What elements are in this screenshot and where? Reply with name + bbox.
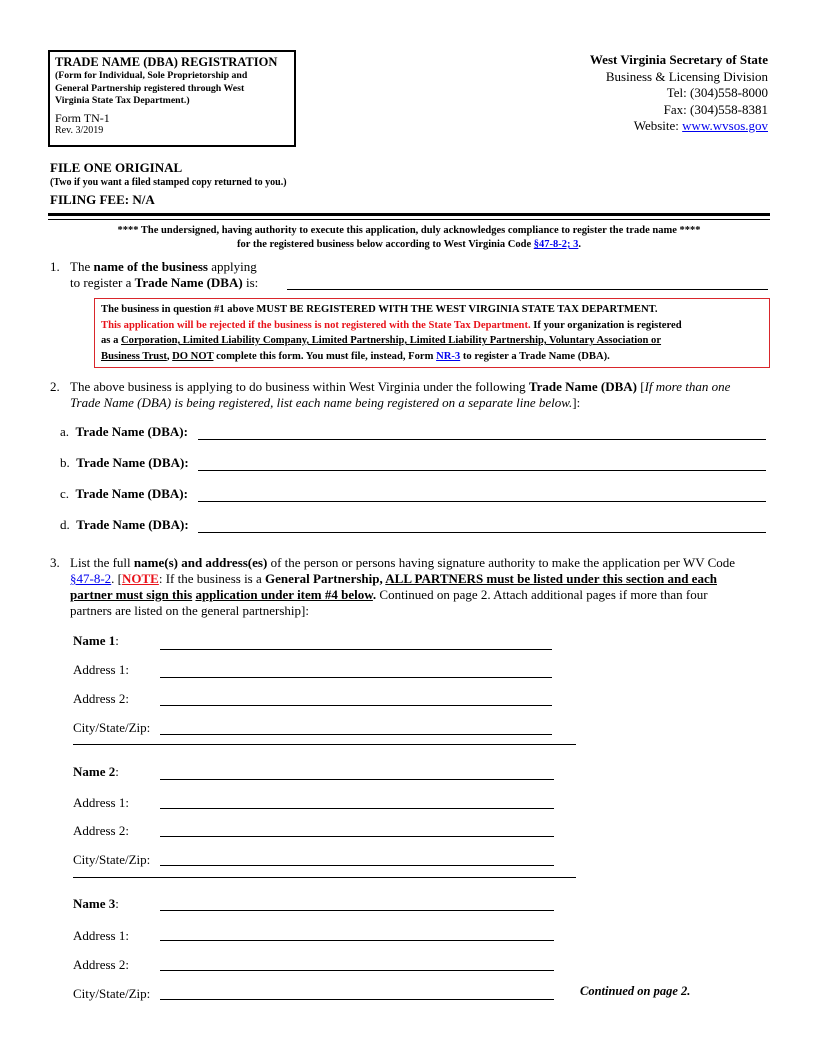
- warning-rejection-text: This application will be rejected if the business is not registered with the State Tax Department.: [101, 319, 531, 331]
- address-2-1-label: Address 1:: [73, 795, 129, 810]
- acknowledgement-notice: [48, 224, 770, 252]
- colon: :: [115, 764, 119, 779]
- item1-t2: to register a: [70, 275, 135, 290]
- name-3-label: [73, 896, 119, 912]
- item2-t1-open: [: [637, 379, 645, 394]
- city-1-field[interactable]: [160, 733, 552, 735]
- item3-t3-bu2: application under item #4 below: [195, 587, 373, 602]
- warning-line-2: [101, 318, 763, 334]
- item3-t2-bold-underline: ALL PARTNERS must be listed under this section and each: [385, 571, 717, 586]
- dba-label: Trade Name (DBA):: [75, 424, 188, 439]
- name-2-text: Name 2: [73, 764, 116, 779]
- item3-line2: [70, 571, 770, 588]
- code-link-47-8-2-3[interactable]: §47-8-2; 3: [533, 239, 579, 250]
- city-2-label: City/State/Zip:: [73, 852, 151, 867]
- form-title: TRADE NAME (DBA) REGISTRATION: [55, 55, 278, 69]
- item3-number: 3.: [50, 555, 60, 570]
- item3-t3-period: .: [372, 587, 377, 602]
- dba-letter: a.: [60, 424, 70, 439]
- form-revision: Rev. 3/2019: [55, 124, 104, 136]
- office-fax: Fax: (304)558-8381: [663, 101, 768, 117]
- item3-t1-bold: name(s) and address(es): [133, 555, 268, 570]
- item1-t1-bold: name of the business: [93, 259, 208, 274]
- address-2-1-field[interactable]: [160, 807, 554, 809]
- filing-info: [50, 160, 287, 207]
- warning-l4-comma: ,: [166, 350, 173, 362]
- item3-line1: [70, 555, 770, 572]
- item2-t1-italic: If more than one: [644, 379, 731, 394]
- address-3-1-label: Address 1:: [73, 928, 129, 943]
- warning-l3-entities-2: Limited Liability Partnership, Voluntary Association or: [409, 335, 662, 346]
- item1-line1: [70, 259, 257, 276]
- warning-l4-text: complete this form. You must file, instead, Form: [213, 350, 437, 362]
- code-link-47-8-2[interactable]: §47-8-2: [70, 571, 112, 586]
- address-3-2-label: Address 2:: [73, 957, 129, 972]
- copy-note: (Two if you want a filed stamped copy returned to you.): [50, 177, 287, 188]
- form-subtitle-1: (Form for Individual, Sole Proprietorship and: [55, 70, 248, 81]
- warning-l3-pre: as a: [101, 335, 122, 346]
- warning-line-4: [101, 349, 763, 365]
- name-3-field[interactable]: [160, 909, 554, 911]
- item3-line3: [70, 587, 770, 604]
- office-info: [590, 52, 768, 135]
- dba-field-c[interactable]: [198, 500, 766, 502]
- office-website: [590, 118, 768, 135]
- item2-t2-italic: Trade Name (DBA) is being registered, list each name being registered on a separate line below.: [70, 395, 573, 410]
- website-label: Website:: [633, 118, 683, 133]
- dba-row-c: [60, 486, 188, 503]
- business-name-field[interactable]: [287, 288, 768, 290]
- filing-fee: FILING FEE: N/A: [50, 192, 155, 207]
- dba-label: Trade Name (DBA):: [76, 517, 189, 532]
- item3-t1: List the full: [70, 555, 134, 570]
- warning-l4-do-not: DO NOT: [172, 350, 214, 362]
- divider-thick: [48, 213, 770, 216]
- office-name: West Virginia Secretary of State: [589, 52, 768, 67]
- item1-t2-end: is:: [242, 275, 259, 290]
- name-1-text: Name 1: [73, 633, 116, 648]
- item3-t3-bu1: partner must sign this: [70, 587, 193, 602]
- form-subtitle-2: General Partnership registered through West: [55, 82, 245, 94]
- dba-row-b: [60, 455, 189, 472]
- website-link[interactable]: www.wvsos.gov: [682, 118, 768, 133]
- dba-field-a[interactable]: [198, 438, 766, 440]
- address-1-1-field[interactable]: [160, 676, 552, 678]
- item3-t2-bold: General Partnership,: [265, 571, 386, 586]
- warning-l3-entities-1: Corporation, Limited Liability Company, Limited Partnership,: [121, 335, 410, 346]
- form-number: Form TN-1: [55, 110, 110, 125]
- item2-t2-end: ]:: [572, 395, 581, 410]
- item3-t2-b: : If the business is a: [158, 571, 266, 586]
- address-1-2-label: Address 2:: [73, 691, 129, 706]
- warning-line-1: The business in question #1 above MUST BE REGISTERED WITH THE WEST VIRGINIA STATE TAX DEPARTMENT.: [101, 304, 658, 315]
- warning-l4-business-trust: Business Trust: [101, 350, 167, 362]
- name-2-field[interactable]: [160, 778, 554, 780]
- item2-line1: [70, 379, 770, 396]
- dba-row-d: [60, 517, 189, 534]
- person-1-separator: [73, 743, 576, 745]
- dba-label: Trade Name (DBA):: [76, 455, 189, 470]
- dba-letter: b.: [60, 455, 70, 470]
- city-1-label: City/State/Zip:: [73, 720, 151, 735]
- address-2-2-field[interactable]: [160, 835, 554, 837]
- warning-line-2-rest: If your organization is registered: [530, 319, 682, 331]
- name-3-text: Name 3: [73, 896, 116, 911]
- item2-t1: The above business is applying to do business within West Virginia under the following: [70, 379, 529, 394]
- divider-thin: [48, 219, 770, 220]
- dba-field-d[interactable]: [198, 531, 766, 533]
- item2-number: 2.: [50, 379, 60, 394]
- item1-t2-bold: Trade Name (DBA): [134, 275, 243, 290]
- item1-line2: [70, 275, 258, 292]
- notice-line-1: **** The undersigned, having authority to execute this application, duly acknowledges compliance to register the trade name ****: [117, 225, 701, 236]
- form-title-box: [48, 50, 296, 147]
- office-tel: Tel: (304)558-8000: [666, 85, 768, 100]
- continued-note: Continued on page 2.: [580, 984, 691, 998]
- item1-t1-end: applying: [207, 259, 257, 274]
- tax-registration-warning: [94, 298, 770, 368]
- address-1-1-label: Address 1:: [73, 662, 129, 677]
- item3-t3-end: Continued on page 2. Attach additional pages if more than four: [376, 587, 708, 602]
- city-3-label: City/State/Zip:: [73, 986, 151, 1001]
- item2-line2: [70, 395, 580, 412]
- address-2-2-label: Address 2:: [73, 823, 129, 838]
- item3-line4: partners are listed on the general partnership]:: [70, 603, 309, 618]
- item3-t1-end: of the person or persons having signature authority to make the application per WV Code: [267, 555, 736, 570]
- form-subtitle-3: Virginia State Tax Department.): [55, 95, 190, 106]
- person-2-separator: [73, 876, 576, 878]
- dba-field-b[interactable]: [198, 469, 766, 471]
- name-2-label: [73, 764, 119, 780]
- office-division: Business & Licensing Division: [605, 68, 768, 84]
- note-label: NOTE: [122, 571, 159, 586]
- file-one-original: FILE ONE ORIGINAL: [50, 160, 183, 175]
- city-3-field[interactable]: [160, 998, 554, 1000]
- notice-line-2-end: .: [578, 239, 581, 250]
- item2-t1-bold: Trade Name (DBA): [528, 379, 637, 394]
- name-1-label: [73, 633, 119, 649]
- dba-label: Trade Name (DBA):: [75, 486, 188, 501]
- dba-letter: c.: [60, 486, 70, 501]
- address-1-2-field[interactable]: [160, 704, 552, 706]
- dba-row-a: [60, 424, 188, 441]
- warning-line-3: [101, 333, 763, 349]
- item3-t2-a: . [: [111, 571, 123, 586]
- notice-line-2: [48, 238, 770, 252]
- item1-t1: The: [70, 259, 94, 274]
- address-3-2-field[interactable]: [160, 969, 554, 971]
- item1-number: 1.: [50, 259, 60, 274]
- colon: :: [115, 633, 119, 648]
- nr3-form-link[interactable]: NR-3: [436, 350, 461, 362]
- name-1-field[interactable]: [160, 648, 552, 650]
- notice-line-2-text: for the registered business below according to West Virginia Code: [237, 239, 534, 250]
- warning-l4-end: to register a Trade Name (DBA).: [460, 350, 610, 362]
- dba-letter: d.: [60, 517, 70, 532]
- colon: :: [115, 896, 119, 911]
- city-2-field[interactable]: [160, 864, 554, 866]
- address-3-1-field[interactable]: [160, 939, 554, 941]
